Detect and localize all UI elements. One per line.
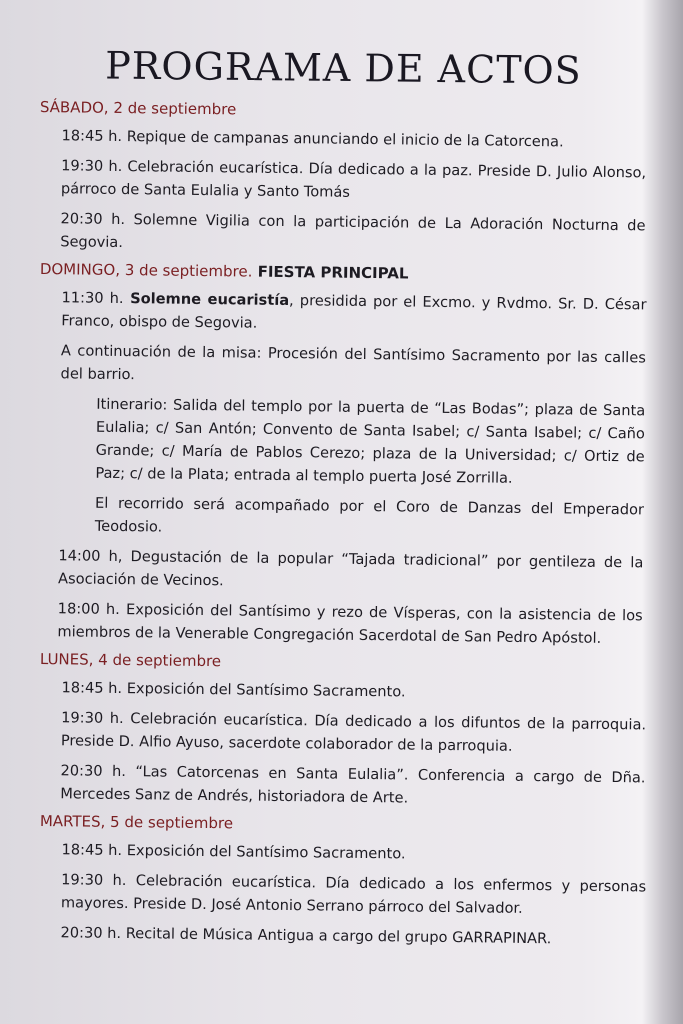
entry-text: Exposición del Santísimo Sacramento. xyxy=(122,842,406,863)
schedule-entry xyxy=(61,868,647,921)
day-heading: MARTES, 5 de septiembre xyxy=(39,812,234,833)
entry-text: Celebración eucarística. Día dedicado a los enfermos y personas mayores. Preside D. José Antonio Serrano párroco del Salvador. xyxy=(60,872,647,917)
entry-time: 18:00 h. xyxy=(57,600,120,619)
day-section-saturday xyxy=(38,98,647,260)
entry-text: , presidida por el Excmo. y Rvdmo. Sr. D. César Franco, obispo de Segovia. xyxy=(61,292,647,332)
entry-text: Celebración eucarística. Día dedicado a los difuntos de la parroquia. Preside D. Alfio Ayuso, sacerdote colaborador de la parroquia. xyxy=(60,710,647,755)
schedule-entry xyxy=(61,706,647,759)
entry-text: Solemne Vigilia con la participación de La Adoración Nocturna de Segovia. xyxy=(60,211,646,252)
entry-time: 18:45 h. xyxy=(61,679,123,698)
schedule-entry xyxy=(61,286,647,339)
entry-time: 20:30 h. xyxy=(60,762,127,781)
day-section-monday xyxy=(38,650,647,812)
day-heading xyxy=(40,260,647,285)
entry-time: 19:30 h. xyxy=(61,709,124,728)
day-heading-date: DOMINGO, 3 de septiembre. xyxy=(39,260,253,281)
entry-text: Exposición del Santísimo Sacramento. xyxy=(122,680,406,701)
day-heading-highlight: FIESTA PRINCIPAL xyxy=(252,262,409,283)
entry-text: Degustación de la popular “Tajada tradicional” por gentileza de la Asociación de Vecinos. xyxy=(58,548,644,590)
schedule-entry xyxy=(60,339,646,392)
entry-text: Repique de campanas anunciando el inicio de la Catorcena. xyxy=(122,128,564,151)
entry-text: A continuación de la misa: Procesión del Santísimo Sacramento por las calles del barrio. xyxy=(60,342,646,384)
entry-bold-text: Solemne eucaristía xyxy=(123,290,290,310)
schedule-entry xyxy=(61,124,646,154)
entry-time: 18:45 h. xyxy=(61,127,123,146)
entry-time: 11:30 h. xyxy=(61,289,124,308)
procession-itinerary xyxy=(95,393,645,492)
day-heading: SÁBADO, 2 de septiembre xyxy=(39,98,237,119)
schedule-entry xyxy=(60,921,645,951)
entry-time: 20:30 h. xyxy=(60,924,122,942)
day-section-tuesday xyxy=(38,812,647,951)
entry-text: Exposición del Santísimo y rezo de Vísperas, con la asistencia de los miembros de la Venerable Congregación Sacerdotal de San Pedro Apóstol. xyxy=(57,601,643,647)
schedule-entry xyxy=(61,676,646,706)
page-title: PROGRAMA DE ACTOS xyxy=(105,43,582,93)
procession-note xyxy=(95,492,645,545)
entry-time: 19:30 h. xyxy=(61,871,127,890)
entry-time: 18:45 h. xyxy=(61,841,123,860)
schedule-entry xyxy=(61,838,646,868)
schedule-entry xyxy=(58,544,644,597)
schedule-entry xyxy=(61,154,647,207)
schedule-entry xyxy=(60,759,646,812)
entry-time: 14:00 h, xyxy=(58,547,123,566)
entry-time: 19:30 h. xyxy=(61,157,123,176)
entry-time: 20:30 h. xyxy=(60,210,126,229)
schedule-entry xyxy=(60,207,646,260)
entry-text: El recorrido será acompañado por el Coro de Danzas del Emperador Teodosio. xyxy=(94,494,645,536)
entry-text: “Las Catorcenas en Santa Eulalia”. Conferencia a cargo de Dña. Mercedes Sanz de Andrés, historiadora de Arte. xyxy=(60,763,646,807)
entry-text: Celebración eucarística. Día dedicado a la paz. Preside D. Julio Alonso, párroco de Santa Eulalia y Santo Tomás xyxy=(60,158,647,201)
day-section-sunday xyxy=(35,260,647,650)
schedule-entry xyxy=(57,597,643,650)
entry-text: Itinerario: Salida del templo por la puerta de “Las Bodas”; plaza de Santa Eulalia; c/ San Antón; Convento de Santa Isabel; c/ Santa Isabel; c/ Caño Grande; c/ María de Pablos Cerezo; plaza de la Universidad; c/ Ortiz de Paz; c/ de la Plata; entrada al templo puerta José Zorrilla. xyxy=(95,395,646,487)
day-heading: LUNES, 4 de septiembre xyxy=(39,650,222,671)
entry-text: Recital de Música Antigua a cargo del grupo GARRAPINAR. xyxy=(121,925,552,948)
